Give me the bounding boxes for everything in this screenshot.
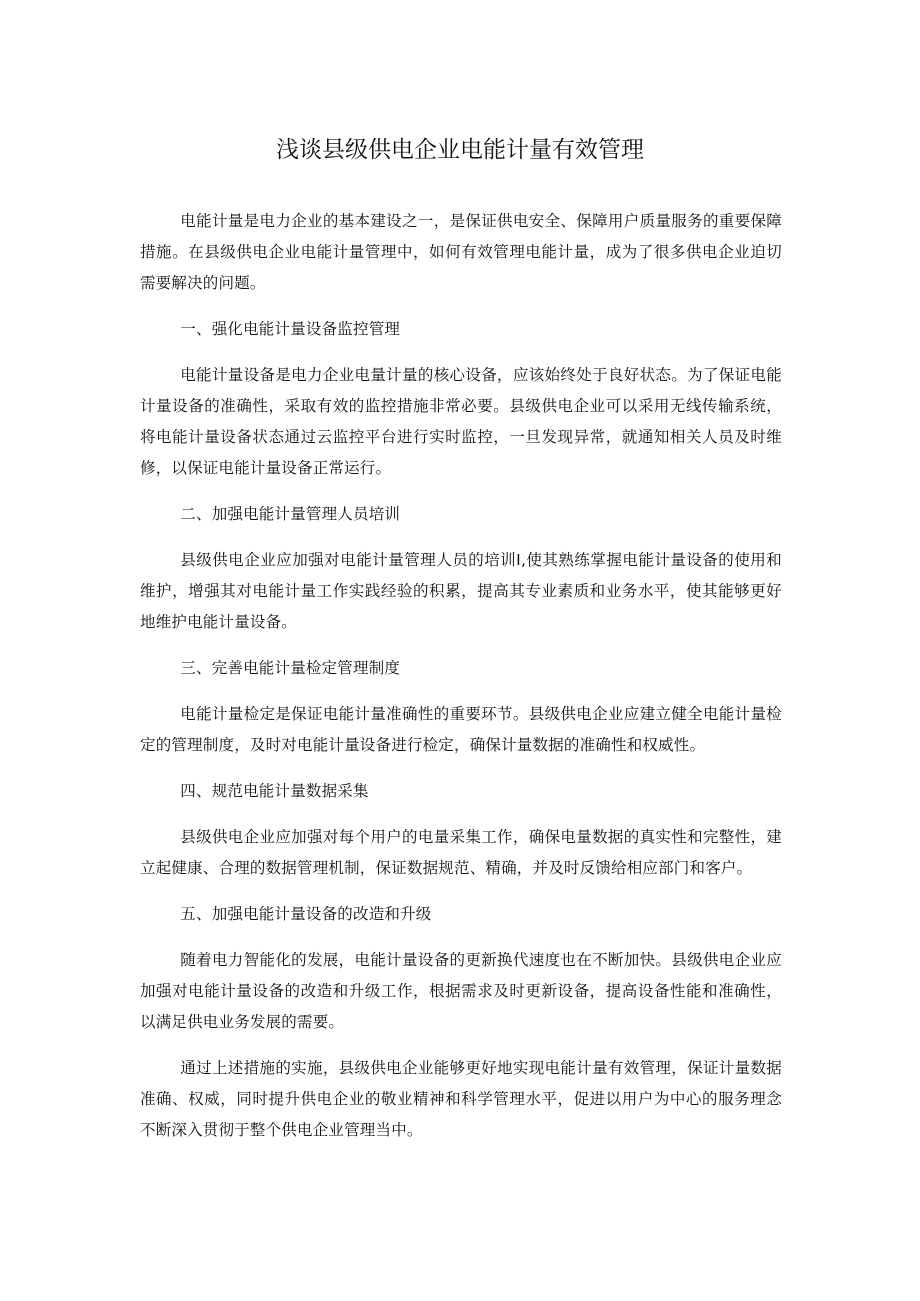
section-4-body: 县级供电企业应加强对每个用户的电量采集工作，确保电量数据的真实性和完整性，建立起健康、合理的数据管理机制，保证数据规范、精确，并及时反馈给相应部门和客户。 [140,828,782,877]
document-body [140,206,782,1161]
section-4-heading: 四、规范电能计量数据采集 [180,782,369,800]
section-3-body: 电能计量检定是保证电能计量准确性的重要环节。县级供电企业应建立健全电能计量检定的管理制度，及时对电能计量设备进行检定，确保计量数据的准确性和权威性。 [140,705,782,754]
document-title: 浅谈县级供电企业电能计量有效管理 [276,137,644,163]
conclusion-paragraph: 通过上述措施的实施，县级供电企业能够更好地实现电能计量有效管理，保证计量数据准确、权威，同时提升供电企业的敬业精神和科学管理水平，促进以用户为中心的服务理念不断深入贯彻于整个供电企业管理当中。 [140,1059,782,1139]
section-5-heading: 五、加强电能计量设备的改造和升级 [180,905,432,923]
section-1-body: 电能计量设备是电力企业电量计量的核心设备，应该始终处于良好状态。为了保证电能计量设备的准确性，采取有效的监控措施非常必要。县级供电企业可以采用无线传输系统，将电能计量设备状态通过云监控平台进行实时监控，一旦发现异常，就通知相关人员及时维修，以保证电能计量设备正常运行。 [140,366,782,477]
section-5-body: 随着电力智能化的发展，电能计量设备的更新换代速度也在不断加快。县级供电企业应加强对电能计量设备的改造和升级工作，根据需求及时更新设备，提高设备性能和准确性，以满足供电业务发展的需要。 [140,951,782,1031]
section-1-heading: 一、强化电能计量设备监控管理 [180,320,401,338]
section-2-body: 县级供电企业应加强对电能计量管理人员的培训I,使其熟练掌握电能计量设备的使用和维护，增强其对电能计量工作实践经验的积累，提高其专业素质和业务水平，使其能够更好地维护电能计量设备。 [140,551,782,631]
section-3-heading: 三、完善电能计量检定管理制度 [180,659,401,677]
section-2-heading: 二、加强电能计量管理人员培训 [180,505,401,523]
intro-paragraph: 电能计量是电力企业的基本建设之一，是保证供电安全、保障用户质量服务的重要保障措施。在县级供电企业电能计量管理中，如何有效管理电能计量，成为了很多供电企业迫切需要解决的问题。 [140,212,782,292]
